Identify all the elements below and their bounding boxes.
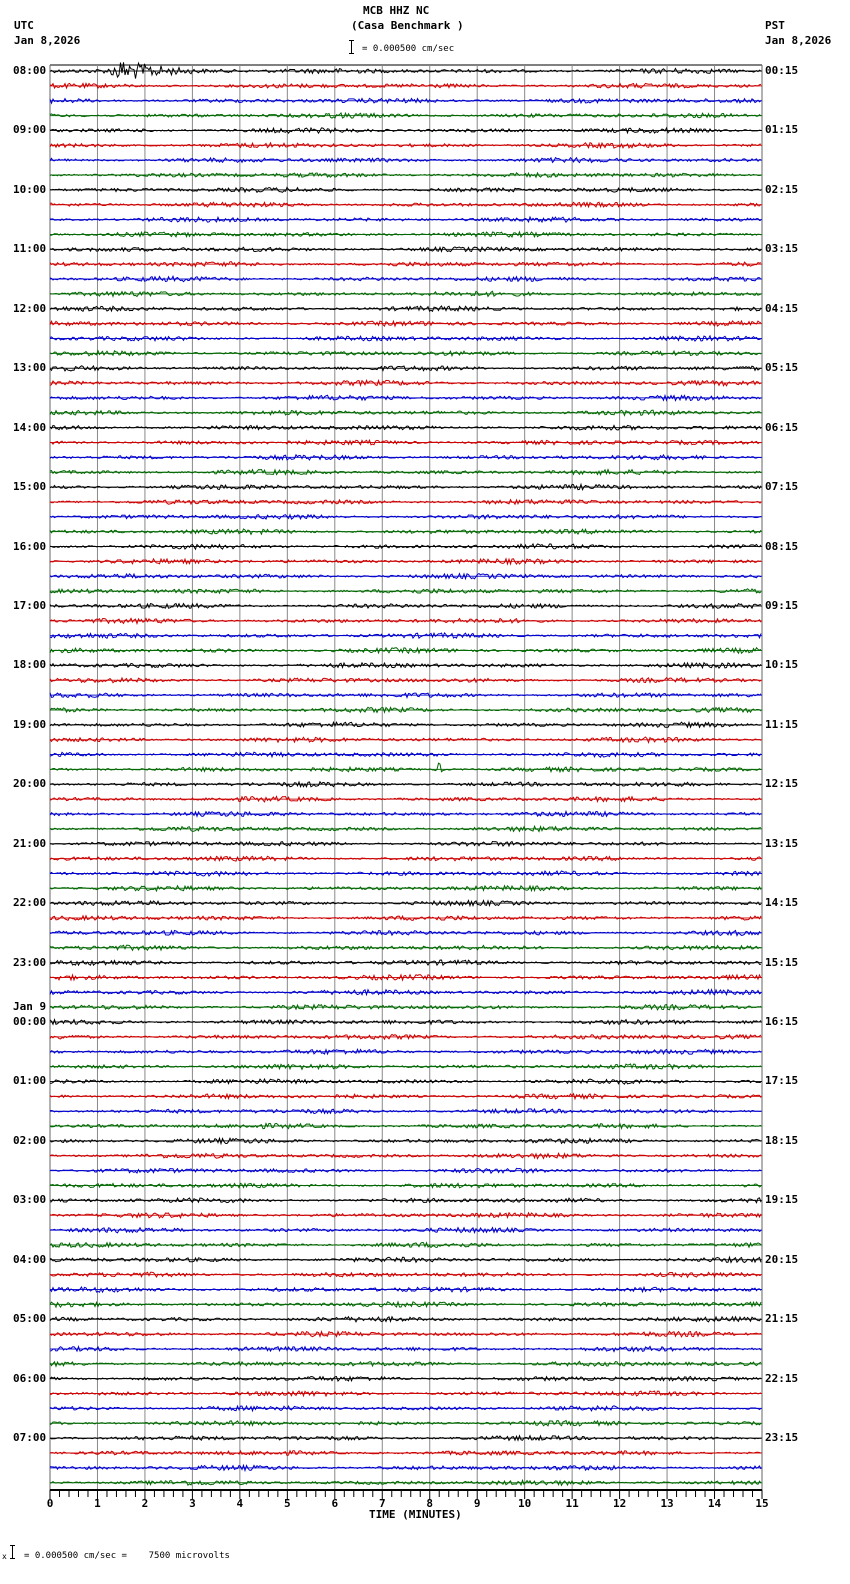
pst-hour-label: 15:15 xyxy=(765,955,799,969)
seismic-trace xyxy=(50,796,761,802)
pst-hour-label: 21:15 xyxy=(765,1312,799,1326)
pst-hour-label: 02:15 xyxy=(765,182,799,196)
station-location: (Casa Benchmark ) xyxy=(351,19,464,32)
seismic-trace xyxy=(50,247,761,252)
pst-hour-label: 19:15 xyxy=(765,1193,799,1207)
x-tick-label: 2 xyxy=(141,1497,149,1510)
pst-hour-label: 04:15 xyxy=(765,301,799,315)
x-tick-label: 0 xyxy=(46,1497,54,1510)
utc-hour-label: 07:00 xyxy=(13,1431,47,1445)
left-timezone: UTC xyxy=(14,19,34,32)
x-tick-label: 9 xyxy=(473,1497,481,1510)
date-change-label: Jan 9 xyxy=(13,1000,47,1014)
seismic-trace xyxy=(50,83,761,88)
x-tick-label: 13 xyxy=(660,1497,674,1510)
station-title: MCB HHZ NC xyxy=(363,4,430,17)
x-tick-label: 3 xyxy=(189,1497,196,1510)
x-tick-label: 8 xyxy=(426,1497,434,1510)
utc-hour-label: 13:00 xyxy=(13,361,47,375)
seismic-trace xyxy=(50,351,761,356)
pst-hour-label: 01:15 xyxy=(765,123,799,137)
pst-hour-label: 07:15 xyxy=(765,480,799,494)
seismic-trace xyxy=(50,1346,761,1351)
pst-hour-label: 08:15 xyxy=(765,539,799,553)
pst-hour-label: 22:15 xyxy=(765,1371,799,1385)
utc-hour-label: 01:00 xyxy=(13,1074,47,1088)
x-tick-label: 10 xyxy=(518,1497,532,1510)
pst-hour-label: 05:15 xyxy=(765,361,799,375)
utc-hour-label: 21:00 xyxy=(13,836,47,850)
seismic-trace xyxy=(50,1361,761,1366)
utc-hour-label: 12:00 xyxy=(13,301,47,315)
seismic-trace xyxy=(50,763,761,772)
seismic-trace xyxy=(50,856,761,861)
utc-hour-label: 19:00 xyxy=(13,717,47,731)
utc-hour-label: 06:00 xyxy=(13,1371,47,1385)
seismic-trace xyxy=(50,425,761,430)
pst-hour-label: 16:15 xyxy=(765,1015,799,1029)
seismic-trace xyxy=(50,1243,761,1248)
left-date: Jan 8,2026 xyxy=(14,34,81,47)
footer-scale-bar-icon xyxy=(10,1544,15,1558)
pst-hour-label: 00:15 xyxy=(765,64,799,77)
x-axis-label: TIME (MINUTES) xyxy=(369,1508,462,1521)
utc-hour-label: 02:00 xyxy=(13,1133,47,1147)
footer-scale-text: = 0.000500 cm/sec = 7500 microvolts xyxy=(24,1551,230,1561)
utc-hour-label: 10:00 xyxy=(13,182,47,196)
utc-hour-label: 08:00 xyxy=(13,64,47,77)
seismic-trace xyxy=(50,1153,761,1158)
pst-hour-label: 18:15 xyxy=(765,1133,799,1147)
pst-hour-label: 14:15 xyxy=(765,896,799,910)
utc-hour-label: 16:00 xyxy=(13,539,47,553)
right-date: Jan 8,2026 xyxy=(765,34,832,47)
utc-hour-label: 09:00 xyxy=(13,123,47,137)
x-tick-label: 4 xyxy=(236,1497,244,1510)
utc-hour-label: 11:00 xyxy=(13,242,47,256)
utc-hour-label: 15:00 xyxy=(13,480,47,494)
utc-hour-label: 14:00 xyxy=(13,420,47,434)
x-tick-label: 15 xyxy=(755,1497,769,1510)
utc-hour-label: 20:00 xyxy=(13,777,47,791)
x-tick-label: 7 xyxy=(378,1497,386,1510)
seismic-trace xyxy=(50,202,761,207)
scale-text: = 0.000500 cm/sec xyxy=(362,44,455,54)
utc-hour-label: 05:00 xyxy=(13,1312,47,1326)
utc-hour-label: 00:00 xyxy=(13,1015,47,1029)
pst-hour-label: 03:15 xyxy=(765,242,799,256)
pst-hour-label: 20:15 xyxy=(765,1252,799,1266)
utc-hour-label: 03:00 xyxy=(13,1193,47,1207)
utc-hour-label: 17:00 xyxy=(13,598,47,612)
x-tick-label: 1 xyxy=(94,1497,101,1510)
x-tick-label: 6 xyxy=(331,1497,339,1510)
footer-scale-mark: x xyxy=(2,1552,7,1561)
pst-hour-label: 17:15 xyxy=(765,1074,799,1088)
seismic-trace xyxy=(50,1109,761,1114)
pst-hour-label: 09:15 xyxy=(765,598,799,612)
utc-hour-label: 22:00 xyxy=(13,896,47,910)
x-tick-label: 14 xyxy=(707,1497,722,1510)
pst-hour-label: 06:15 xyxy=(765,420,799,434)
seismic-trace xyxy=(50,500,761,505)
x-tick-label: 11 xyxy=(565,1497,579,1510)
seismic-trace xyxy=(50,262,761,267)
pst-hour-label: 23:15 xyxy=(765,1431,799,1445)
x-tick-label: 5 xyxy=(284,1497,291,1510)
utc-hour-label: 04:00 xyxy=(13,1252,47,1266)
utc-hour-label: 18:00 xyxy=(13,658,47,672)
utc-hour-label: 23:00 xyxy=(13,955,47,969)
x-tick-label: 12 xyxy=(612,1497,627,1510)
pst-hour-label: 10:15 xyxy=(765,658,799,672)
pst-hour-label: 12:15 xyxy=(765,777,799,791)
right-timezone: PST xyxy=(765,19,785,32)
pst-hour-label: 13:15 xyxy=(765,836,799,850)
pst-hour-label: 11:15 xyxy=(765,717,799,731)
